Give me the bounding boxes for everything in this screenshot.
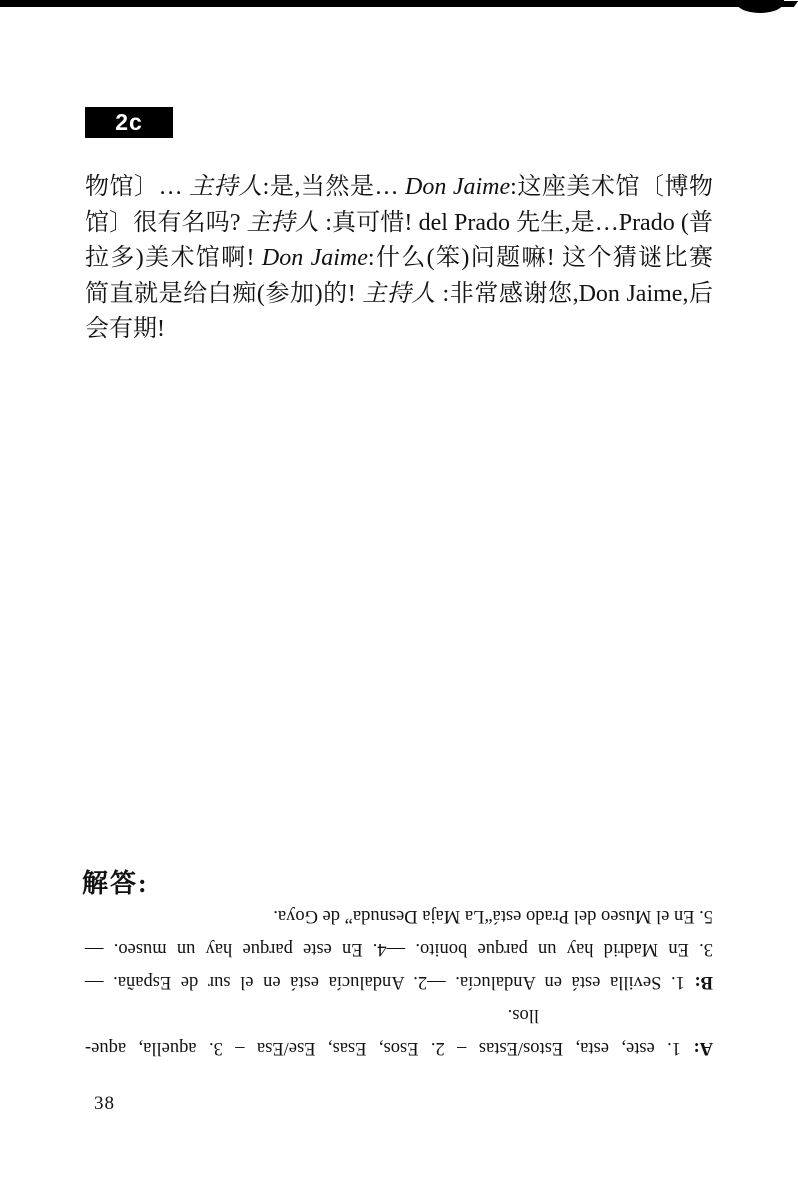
dialogue-text: 物馆〕… [85,174,190,200]
dialogue-paragraph [85,170,713,348]
speaker-label: 主持人 [189,174,263,200]
dialogue-text: :这座美术馆〔博物 [510,174,714,200]
dialogue-text: :真可惜! del Prado 先生,是…Prado (普 [319,209,713,236]
dialogue-text: :是,当然是… [262,174,405,200]
answers-heading: 解答: [82,869,149,898]
speaker-label: 主持人 [362,280,436,307]
answer-text: 1. este, esta, Estos/Estas – 2. Esos, Esas, Ese/Esa – 3. aquella, aque- [85,1038,694,1058]
answer-line-b-continuation [85,899,713,932]
dialogue-text: 会有期! [85,316,165,342]
answer-line-a [85,1031,713,1064]
speaker-label: Don Jaime [261,245,368,271]
dialogue-text: 简直就是给白痴(参加)的! [85,280,363,307]
speaker-label: 主持人 [246,209,320,236]
answer-text: 3. En Madrid hay un parque bonito. —4. En este parque hay un museo. — [85,939,713,959]
answer-text: llos. [507,1005,539,1025]
answer-label-b: B: [694,972,713,992]
page-number: 38 [94,1093,115,1114]
dialogue-line [85,206,713,242]
answer-text: 1. Sevilla está en Andalucía. —2. Andalucía está en el sur de España. — [85,972,695,992]
dialogue-text: :什么(笨)问题嘛! 这个猜谜比赛 [367,245,713,271]
dialogue-line [85,277,713,313]
answer-line-b [85,965,713,998]
section-badge [85,107,173,138]
section-badge-label: 2c [115,109,143,135]
answer-label-a: A: [693,1038,713,1058]
scan-artifact-tick [777,1,798,7]
answer-text: 5. En el Museo del Prado está“La Maja Desnuda” de Goya. [273,906,713,926]
dialogue-text: 拉多)美术馆啊! [85,245,262,271]
dialogue-line [85,312,713,348]
dialogue-text: 馆〕很有名吗? [85,209,247,236]
dialogue-text: :非常感谢您,Don Jaime,后 [435,280,714,307]
answer-line-b-continuation [85,932,713,965]
scan-artifact-top-bar [0,0,772,7]
answer-line-a-continuation [85,998,713,1031]
dialogue-line [85,241,713,277]
answers-block-rotated [85,899,713,1064]
speaker-label: Don Jaime [405,174,511,200]
dialogue-line [85,170,713,206]
